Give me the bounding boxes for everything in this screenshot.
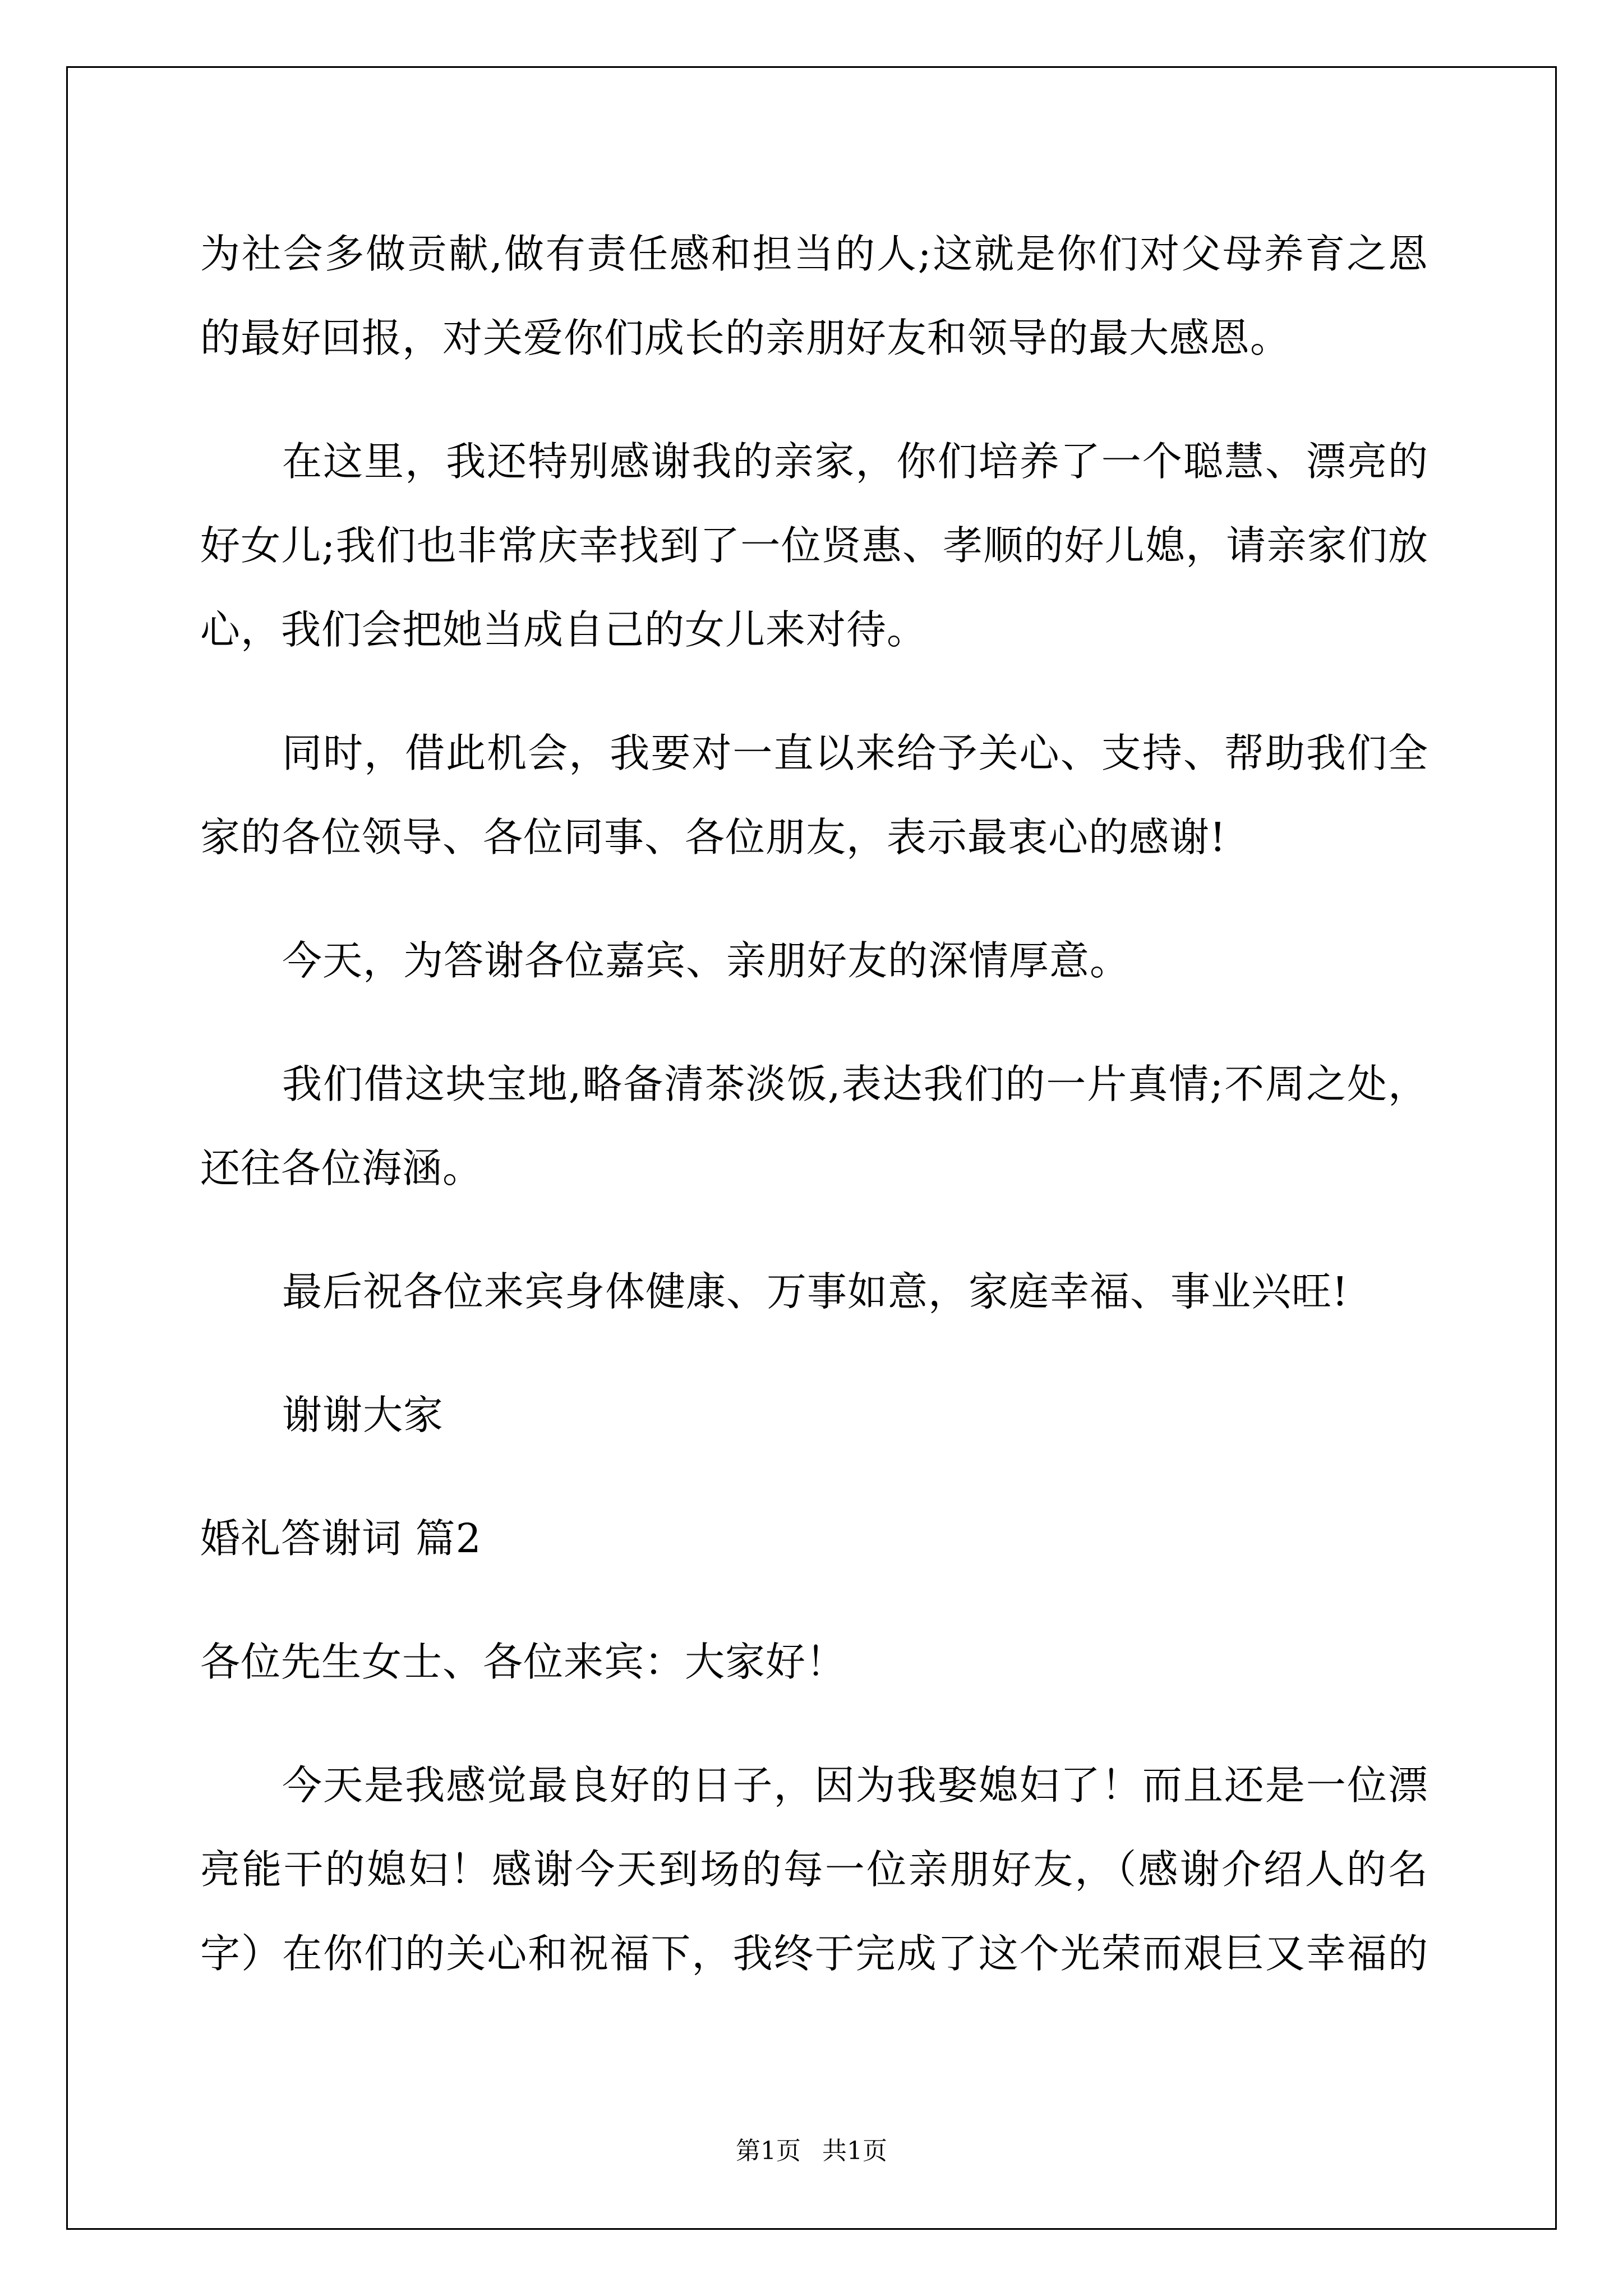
text-line: 谢谢大家 bbox=[282, 1392, 444, 1438]
text-line: 的最好回报，对关爱你们成长的亲朋好友和领导的最大感恩。 bbox=[200, 315, 1291, 361]
text-line: 为社会多做贡献,做有责任感和担当的人;这就是你们对父母养育之恩 bbox=[200, 231, 1428, 277]
text-line: 同时，借此机会，我要对一直以来给予关心、支持、帮助我们全 bbox=[282, 730, 1428, 776]
page-total: 共1页 bbox=[822, 2137, 887, 2165]
text-line: 我们借这块宝地,略备清茶淡饭,表达我们的一片真情;不周之处， bbox=[282, 1061, 1428, 1107]
text-line: 亮能干的媳妇！感谢今天到场的每一位亲朋好友，（感谢介绍人的名 bbox=[200, 1846, 1428, 1893]
text-line: 今天是我感觉最良好的日子，因为我娶媳妇了！而且还是一位漂 bbox=[282, 1762, 1428, 1809]
section-heading: 婚礼答谢词 篇2 bbox=[200, 1515, 482, 1562]
page-number: 第1页 bbox=[736, 2137, 801, 2165]
text-line: 字）在你们的关心和祝福下，我终于完成了这个光荣而艰巨又幸福的 bbox=[200, 1930, 1428, 1977]
text-line: 今天，为答谢各位嘉宾、亲朋好友的深情厚意。 bbox=[282, 937, 1131, 984]
text-line: 最后祝各位来宾身体健康、万事如意，家庭幸福、事业兴旺! bbox=[282, 1268, 1349, 1315]
text-line: 家的各位领导、各位同事、各位朋友，表示最衷心的感谢! bbox=[200, 814, 1227, 861]
salutation: 各位先生女士、各位来宾：大家好！ bbox=[200, 1639, 847, 1685]
text-line: 在这里，我还特别感谢我的亲家，你们培养了一个聪慧、漂亮的 bbox=[282, 438, 1428, 485]
text-line: 好女儿;我们也非常庆幸找到了一位贤惠、孝顺的好儿媳，请亲家们放 bbox=[200, 522, 1428, 569]
text-line: 心，我们会把她当成自己的女儿来对待。 bbox=[200, 606, 928, 653]
page-footer bbox=[0, 2136, 1623, 2167]
text-line: 还往各位海涵。 bbox=[200, 1145, 483, 1191]
